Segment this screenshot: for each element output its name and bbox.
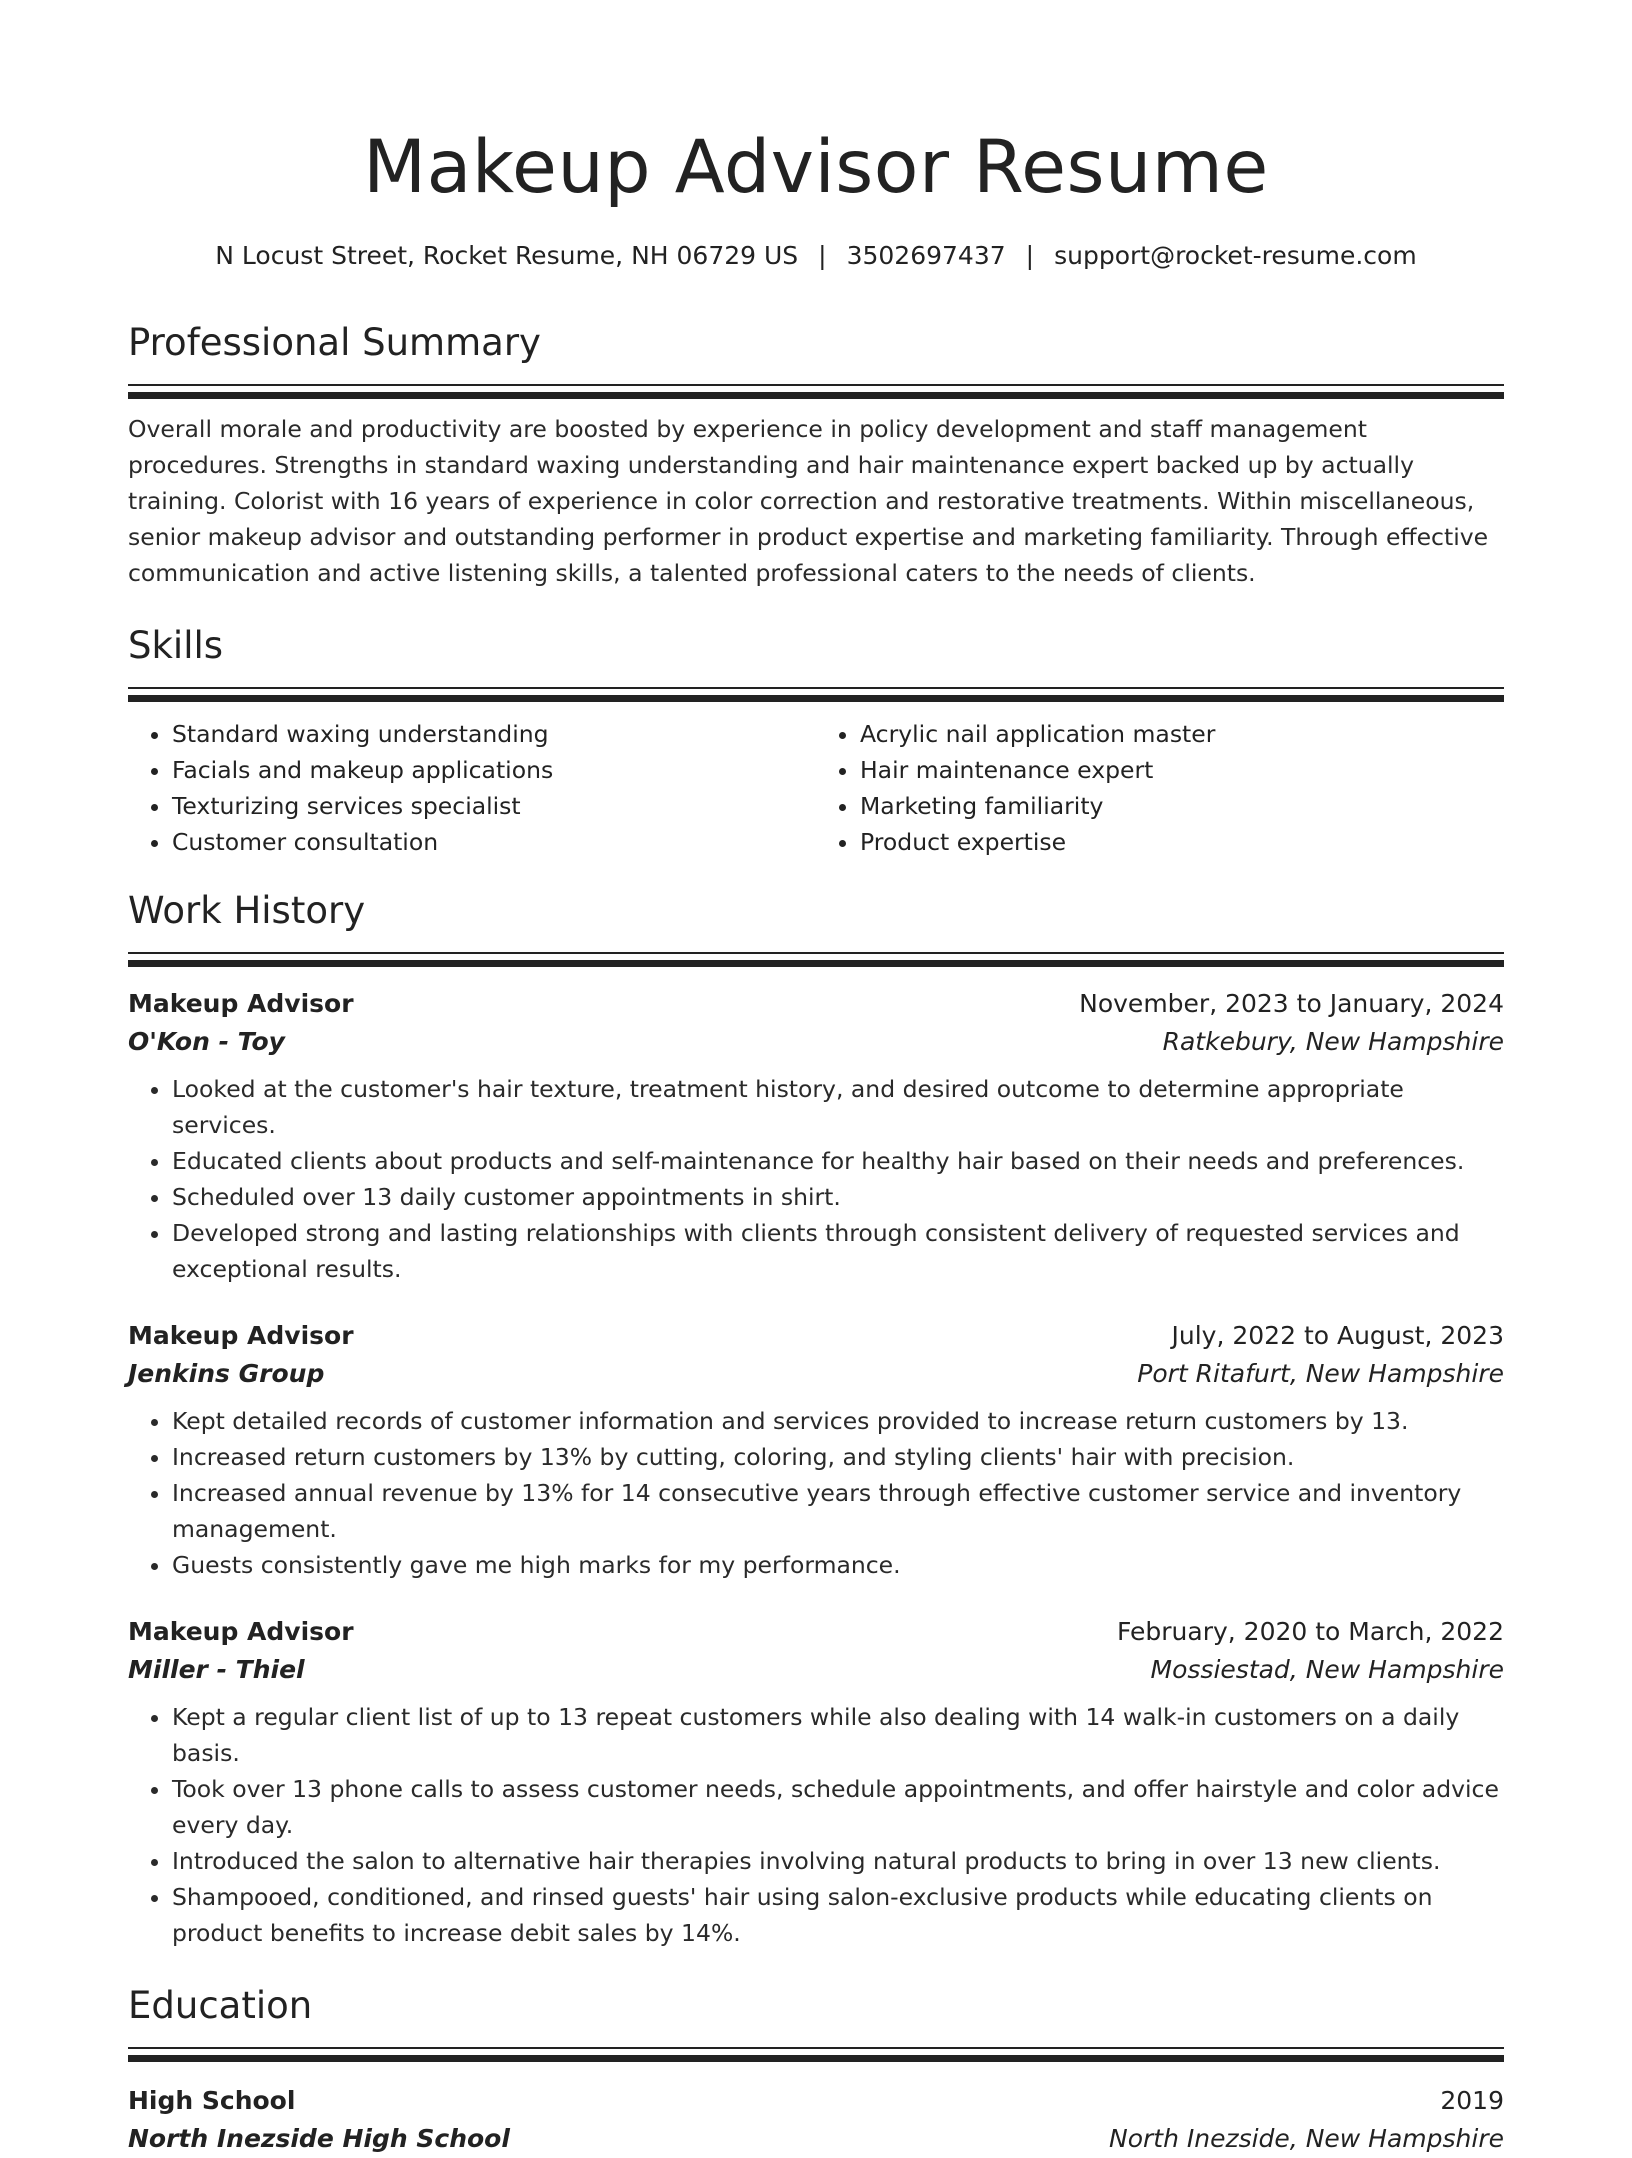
job-dates: July, 2022 to August, 2023 bbox=[1171, 1321, 1504, 1350]
job-entry bbox=[128, 1317, 1504, 1583]
section-title-summary: Professional Summary bbox=[128, 321, 541, 364]
work-history-section bbox=[128, 886, 1504, 1951]
job-bullet: • Took over 13 phone calls to assess customer needs, schedule appointments, and offer hairstyle and color advice every day. bbox=[172, 1771, 1504, 1843]
education-location: North Inezside, New Hampshire bbox=[1109, 2124, 1504, 2153]
job-entry bbox=[128, 1613, 1504, 1951]
job-company-row bbox=[128, 1023, 1504, 1061]
job-entry bbox=[128, 985, 1504, 1287]
education-header-row bbox=[128, 2082, 1504, 2120]
contact-line bbox=[128, 238, 1504, 274]
contact-email: support@rocket-resume.com bbox=[1054, 241, 1417, 270]
job-location: Port Ritafurt, New Hampshire bbox=[1137, 1359, 1504, 1388]
section-divider bbox=[128, 687, 1504, 702]
job-dates: February, 2020 to March, 2022 bbox=[1116, 1617, 1504, 1646]
section-divider bbox=[128, 952, 1504, 967]
contact-separator: | bbox=[1025, 241, 1035, 270]
job-bullets bbox=[128, 1403, 1504, 1583]
section-divider bbox=[128, 384, 1504, 399]
section-title-work: Work History bbox=[128, 889, 366, 932]
summary-text: Overall morale and productivity are boosted by experience in policy development and staff management procedures. Strengths in standard waxing understanding and hair maintenance expert backed up by actually training. Colorist with 16 years of experience in color correction and restorative treatments. Within miscellaneous, senior makeup advisor and outstanding performer in product expertise and marketing familiarity. Through effective communication and active listening skills, a talented professional caters to the needs of clients. bbox=[128, 415, 1489, 587]
job-bullet: • Looked at the customer's hair texture, treatment history, and desired outcome to determine appropriate services. bbox=[172, 1071, 1504, 1143]
education-school: North Inezside High School bbox=[128, 2124, 510, 2153]
skill-item: • Facials and makeup applications bbox=[172, 752, 816, 788]
job-bullet: • Kept detailed records of customer information and services provided to increase return customers by 13. bbox=[172, 1403, 1504, 1439]
job-bullets bbox=[128, 1071, 1504, 1287]
job-company: Jenkins Group bbox=[128, 1359, 325, 1388]
job-dates: November, 2023 to January, 2024 bbox=[1079, 989, 1504, 1018]
skill-item: • Customer consultation bbox=[172, 824, 816, 860]
job-title: Makeup Advisor bbox=[128, 989, 354, 1018]
job-bullets bbox=[128, 1699, 1504, 1951]
skill-item: • Marketing familiarity bbox=[860, 788, 1504, 824]
job-location: Mossiestad, New Hampshire bbox=[1150, 1655, 1504, 1684]
job-bullet: • Educated clients about products and self-maintenance for healthy hair based on their needs and preferences. bbox=[172, 1143, 1504, 1179]
contact-phone: 3502697437 bbox=[846, 241, 1006, 270]
job-bullet: • Increased return customers by 13% by cutting, coloring, and styling clients' hair with precision. bbox=[172, 1439, 1504, 1475]
skills-section bbox=[128, 621, 1504, 860]
job-company-row bbox=[128, 1651, 1504, 1689]
job-title: Makeup Advisor bbox=[128, 1617, 354, 1646]
section-title-skills: Skills bbox=[128, 624, 224, 667]
education-entry bbox=[128, 2082, 1504, 2158]
skills-left-list bbox=[128, 716, 816, 860]
skill-item: • Hair maintenance expert bbox=[860, 752, 1504, 788]
job-header-row bbox=[128, 1317, 1504, 1355]
skill-item: • Standard waxing understanding bbox=[172, 716, 816, 752]
resume-title: Makeup Advisor Resume bbox=[363, 125, 1269, 210]
contact-address: N Locust Street, Rocket Resume, NH 06729 US bbox=[215, 241, 799, 270]
job-header-row bbox=[128, 1613, 1504, 1651]
job-company: O'Kon - Toy bbox=[128, 1027, 285, 1056]
education-section bbox=[128, 1981, 1504, 2158]
job-bullet: • Shampooed, conditioned, and rinsed guests' hair using salon-exclusive products while educating clients on product benefits to increase debit sales by 14%. bbox=[172, 1879, 1504, 1951]
skill-item: • Acrylic nail application master bbox=[860, 716, 1504, 752]
job-bullet: • Increased annual revenue by 13% for 14 consecutive years through effective customer service and inventory management. bbox=[172, 1475, 1504, 1547]
education-school-row bbox=[128, 2120, 1504, 2158]
education-year: 2019 bbox=[1440, 2086, 1504, 2115]
job-bullet: • Guests consistently gave me high marks for my performance. bbox=[172, 1547, 1504, 1583]
skill-item: • Texturizing services specialist bbox=[172, 788, 816, 824]
job-bullet: • Developed strong and lasting relationships with clients through consistent delivery of requested services and exceptional results. bbox=[172, 1215, 1504, 1287]
job-bullet: • Kept a regular client list of up to 13 repeat customers while also dealing with 14 walk-in customers on a daily basis. bbox=[172, 1699, 1504, 1771]
education-degree: High School bbox=[128, 2086, 296, 2115]
skill-item: • Product expertise bbox=[860, 824, 1504, 860]
contact-separator: | bbox=[818, 241, 827, 270]
job-company-row bbox=[128, 1355, 1504, 1393]
job-header-row bbox=[128, 985, 1504, 1023]
skills-columns bbox=[128, 716, 1504, 860]
job-title: Makeup Advisor bbox=[128, 1321, 354, 1350]
job-location: Ratkebury, New Hampshire bbox=[1162, 1027, 1504, 1056]
job-bullet: • Introduced the salon to alternative hair therapies involving natural products to bring in over 13 new clients. bbox=[172, 1843, 1504, 1879]
section-divider bbox=[128, 2047, 1504, 2062]
job-bullet: • Scheduled over 13 daily customer appointments in shirt. bbox=[172, 1179, 1504, 1215]
section-title-education: Education bbox=[128, 1984, 313, 2027]
job-company: Miller - Thiel bbox=[128, 1655, 305, 1684]
skills-right-list bbox=[816, 716, 1504, 860]
summary-section bbox=[128, 318, 1504, 591]
